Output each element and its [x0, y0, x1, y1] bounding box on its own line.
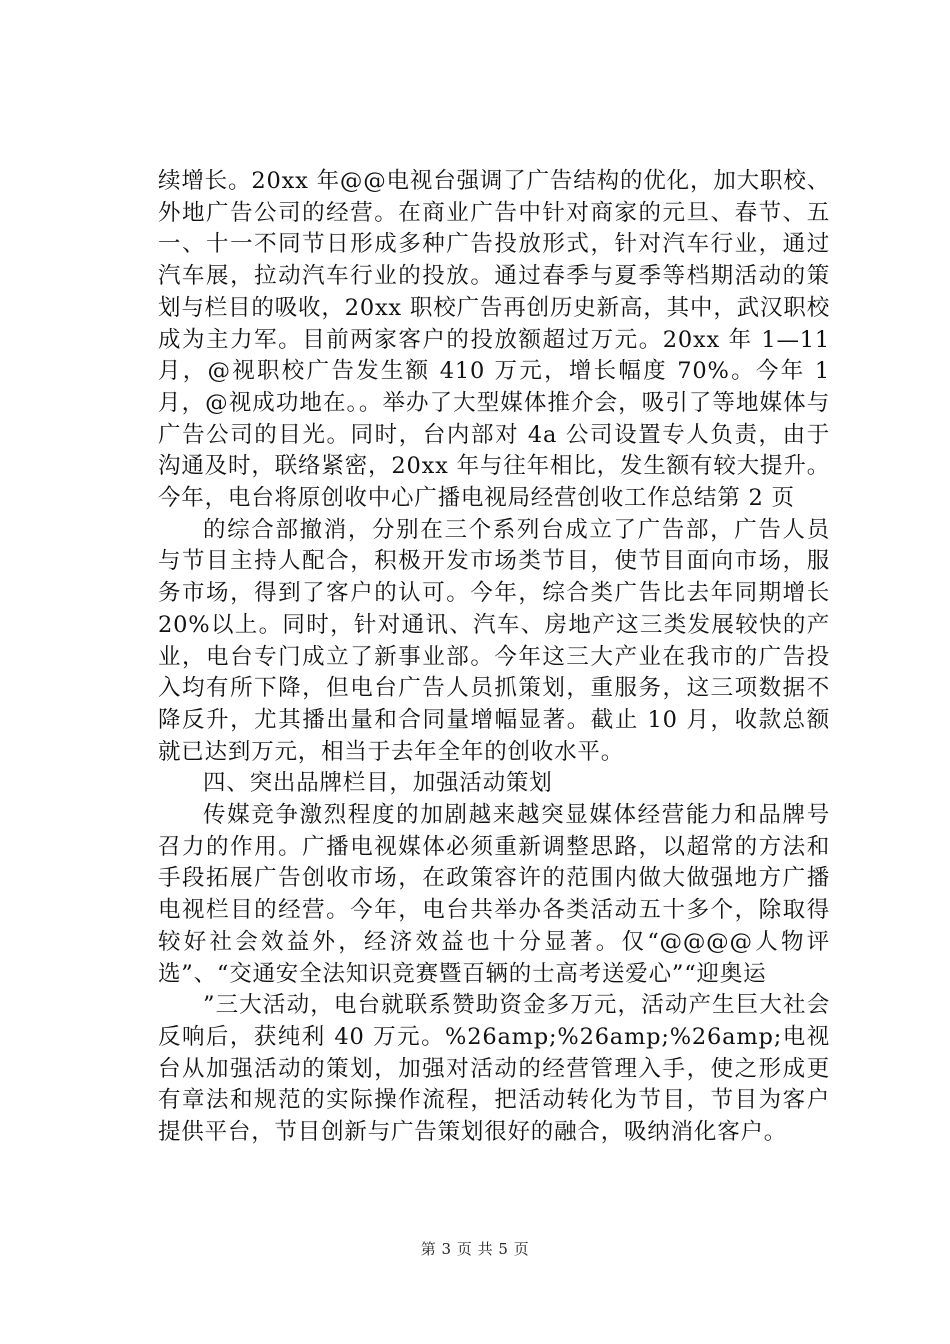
- paragraph-2: 的综合部撤消，分别在三个系列台成立了广告部，广告人员与节目主持人配合，积极开发市场类节目，使节目面向市场，服务市场，得到了客户的认可。今年，综合类广告比去年同期增长 20%以上。同时，针对通讯、汽车、房地产这三类发展较快的产业，电台专门成立了新事业部。今年这三大产业在我市的广告投入均有所下降，但电台广告人员抓策划，重服务，这三项数据不降反升，尤其播出量和合同量增幅显著。截止 10 月，收款总额就已达到万元，相当于去年全年的创收水平。: [158, 516, 830, 765]
- paragraph-1: 续增长。20xx 年@@电视台强调了广告结构的优化，加大职校、外地广告公司的经营。在商业广告中针对商家的元旦、春节、五一、十一不同节日形成多种广告投放形式，针对汽车行业，通过汽车展，拉动汽车行业的投放。通过春季与夏季等档期活动的策划与栏目的吸收，20xx 职校广告再创历史新高，其中，武汉职校成为主力军。目前两家客户的投放额超过万元。20xx 年 1—11 月，@视职校广告发生额 410 万元，增长幅度 70%。今年 1 月，@视成功地在。。举办了大型媒体推介会，吸引了等地媒体与广告公司的目光。同时，台内部对 4a 公司设置专人负责，由于沟通及时，联络紧密，20xx 年与往年相比，发生额有较大提升。今年，电台将原创收中心广播电视局经营创收工作总结第 2 页: [158, 168, 830, 512]
- paragraph-4: ”三大活动，电台就联系赞助资金多万元，活动产生巨大社会反响后，获纯利 40 万元。%26amp;%26amp;%26amp;电视台从加强活动的策划，加强对活动的经营管理入手，使之形成更有章法和规范的实际操作流程，把活动转化为节目，节目为客户提供平台，节目创新与广告策划很好的融合，吸纳消化客户。: [158, 992, 830, 1146]
- page-footer: [0, 1238, 950, 1259]
- page-number: 第 3 页 共 5 页: [420, 1240, 530, 1258]
- document-body: [158, 166, 830, 1149]
- paragraph-3: 传媒竞争激烈程度的加剧越来越突显媒体经营能力和品牌号召力的作用。广播电视媒体必须重新调整思路，以超常的方法和手段拓展广告创收市场，在政策容许的范围内做大做强地方广播电视栏目的经营。今年，电台共举办各类活动五十多个，除取得较好社会效益外，经济效益也十分显著。仅“@@@@人物评选”、“交通安全法知识竞赛暨百辆的士高考送爱心”“迎奥运: [158, 802, 830, 987]
- section-heading: 四、突出品牌栏目，加强活动策划: [203, 770, 553, 797]
